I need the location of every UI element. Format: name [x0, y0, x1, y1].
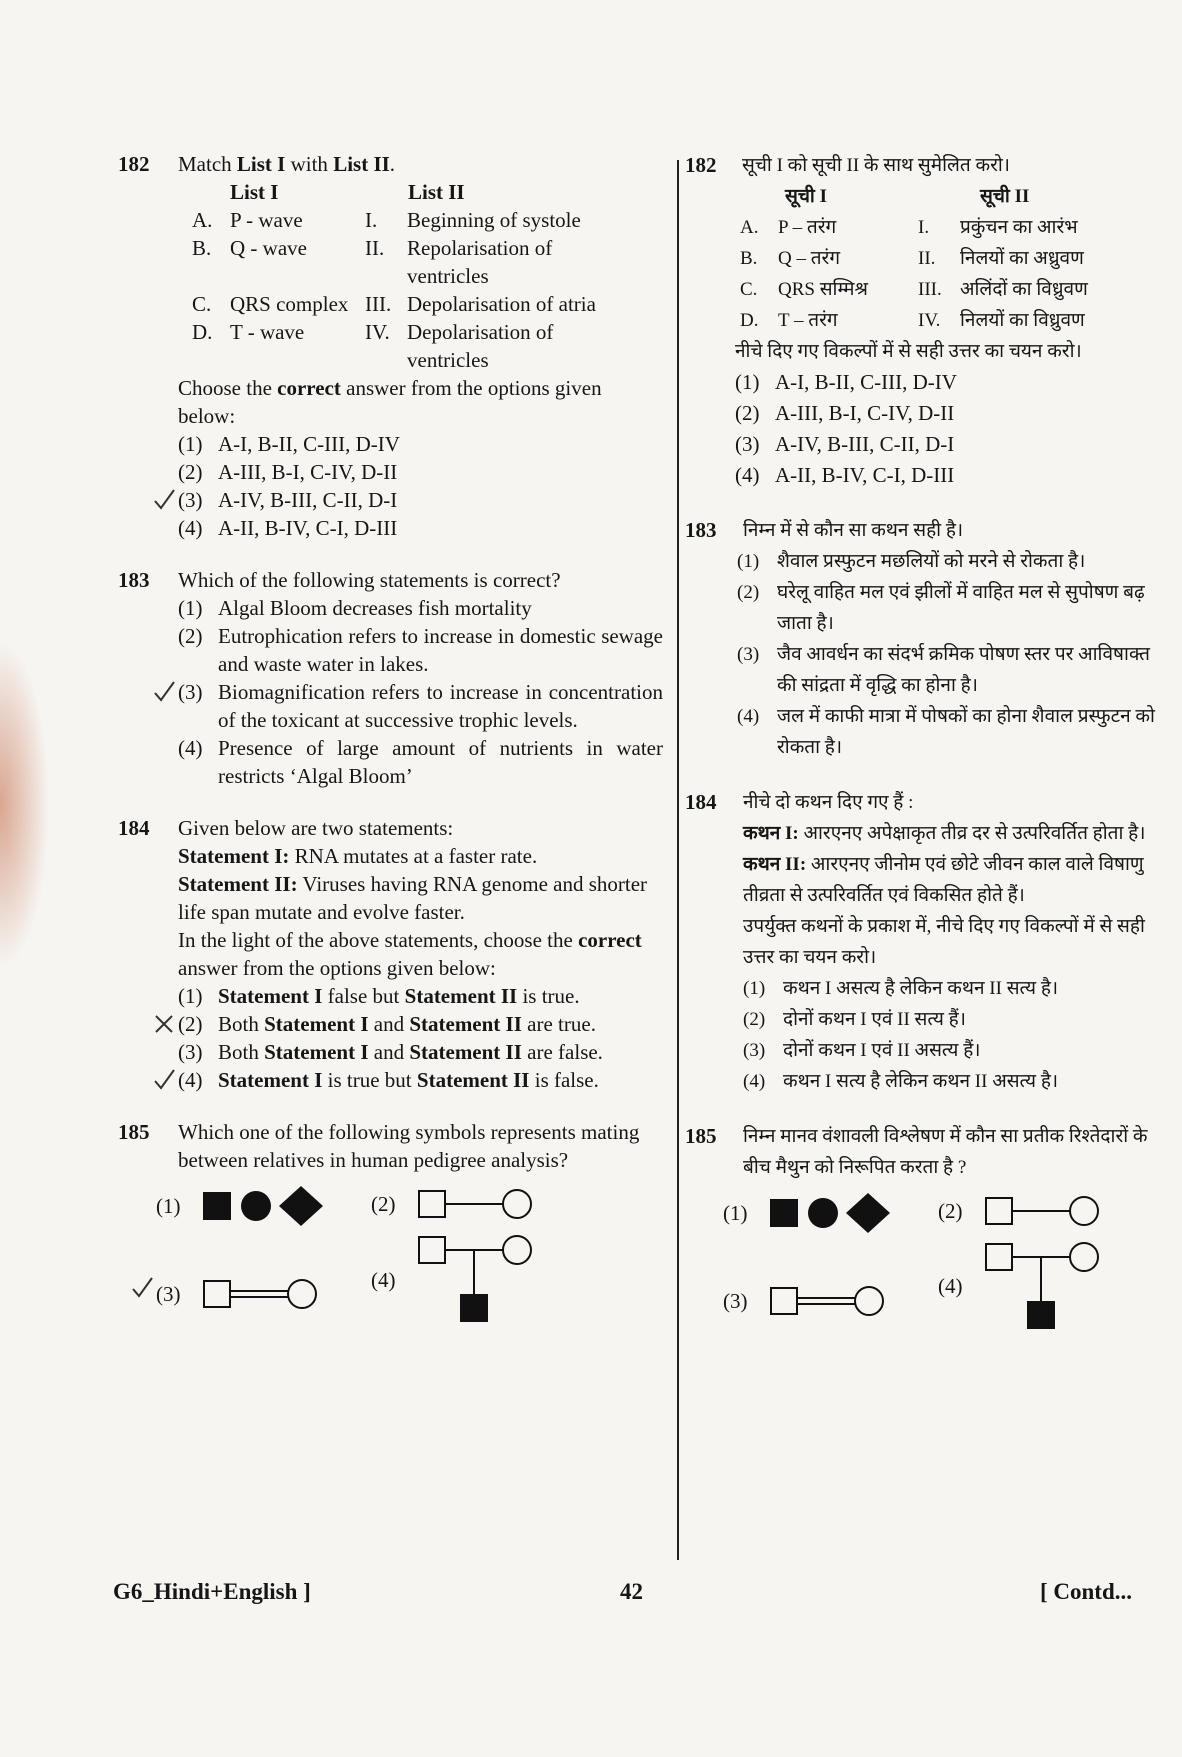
parents-offspring-icon [416, 1232, 536, 1327]
list-header: List I [230, 180, 279, 204]
question-number: 183 [685, 518, 717, 542]
page-number: 42 [620, 1579, 643, 1604]
male-square-icon [419, 1191, 445, 1217]
option-number: (1) [156, 1194, 181, 1218]
option-text: A-II, B-IV, C-I, D-III [775, 463, 955, 487]
match-row [740, 243, 1165, 274]
option-number: (3) [178, 680, 203, 704]
option-number: (3) [743, 1040, 766, 1061]
option-text: कथन I असत्य है लेकिन कथन II सत्य है। [783, 978, 1059, 999]
filled-diamond-icon [846, 1193, 890, 1233]
answer-option[interactable] [737, 639, 1165, 701]
option-text: A-IV, B-III, C-II, D-I [775, 432, 955, 456]
option-text: A-I, B-II, C-III, D-IV [218, 432, 400, 456]
instruction: Choose the [178, 376, 278, 400]
list-header: सूची II [980, 186, 1030, 207]
statement-label: कथन II: [743, 854, 807, 875]
statement-text: RNA mutates at a faster rate. [289, 844, 538, 868]
option-text: is true. [517, 984, 580, 1008]
answer-option[interactable] [178, 486, 663, 514]
option-number: (2) [178, 624, 203, 648]
list-ii-item: Repolarisation of ventricles [407, 236, 553, 288]
option-text: is true but [322, 1068, 417, 1092]
statement-label: Statement II [409, 1040, 522, 1064]
list-ii-item: Beginning of systole [407, 208, 581, 232]
answer-option[interactable] [178, 514, 663, 542]
list-i-item: A. [192, 208, 213, 232]
list-ii-item: I. [365, 208, 378, 232]
option-text: कथन I सत्य है लेकिन कथन II असत्य है। [783, 1071, 1059, 1092]
instruction: In the light of the above statements, choose the [178, 928, 579, 952]
statement-label: Statement I [218, 1068, 323, 1092]
male-square-icon [986, 1198, 1012, 1224]
option-text: Algal Bloom decreases fish mortality [218, 596, 532, 620]
answer-option[interactable] [178, 734, 663, 790]
answer-option[interactable] [178, 458, 663, 486]
option-text: जैव आवर्धन का संदर्भ क्रमिक पोषण स्तर पर आविषाक्त की सांद्रता में वृद्धि का होना है। [777, 644, 1150, 696]
option-number: (2) [371, 1192, 396, 1216]
statement-label: Statement I [264, 1040, 369, 1064]
footer [0, 1561, 1182, 1607]
question-number: 183 [118, 568, 150, 592]
question-184-en [118, 814, 663, 1094]
option-number: (2) [178, 1012, 203, 1036]
option-number: (4) [938, 1274, 963, 1298]
female-circle-icon [1070, 1197, 1098, 1225]
affected-male-icon [1027, 1301, 1055, 1329]
parents-offspring-icon [983, 1239, 1103, 1334]
option-number: (3) [723, 1288, 748, 1313]
option-number: (1) [178, 596, 203, 620]
option-number: (4) [178, 736, 203, 760]
option-text: A-II, B-IV, C-I, D-III [218, 516, 398, 540]
stem: निम्न मानव वंशावली विश्लेषण में कौन सा प्रतीक रिश्तेदारों के बीच मैथुन को निरूपित करता है ? [743, 1126, 1148, 1178]
list-i-item: QRS सम्मिश्र [778, 279, 868, 300]
list-i-item: C. [740, 279, 758, 300]
option-text: Biomagnification refers to increase in concentration of the toxicant at successive trophic levels. [218, 680, 663, 732]
match-row [192, 318, 663, 374]
answer-option[interactable] [178, 594, 663, 622]
filled-square-icon [770, 1199, 798, 1227]
answer-option[interactable] [178, 678, 663, 734]
option-number: (3) [737, 644, 760, 665]
option-number: (2) [178, 460, 203, 484]
female-circle-icon [503, 1190, 531, 1218]
mating-symbol-icon [983, 1191, 1103, 1231]
statement-label: Statement I [264, 1012, 369, 1036]
consanguineous-mating-icon [201, 1274, 321, 1314]
answer-option[interactable] [178, 1038, 663, 1066]
affected-male-icon [460, 1294, 488, 1322]
match-row [740, 274, 1165, 305]
question-184-hi [685, 787, 1165, 1097]
option-text [218, 1038, 603, 1066]
pedigree-option-2[interactable] [938, 1191, 1103, 1231]
option-number: (3) [156, 1282, 181, 1306]
hindi-column [685, 150, 1165, 1341]
stem: with [285, 152, 334, 176]
female-circle-icon [855, 1287, 883, 1315]
match-row [192, 290, 663, 318]
answer-option[interactable] [743, 1004, 1165, 1035]
option-number: (2) [737, 582, 760, 603]
instruction: correct [578, 928, 642, 952]
filled-circle-icon [241, 1191, 271, 1221]
option-number: (4) [178, 516, 203, 540]
question-183-hi [685, 515, 1165, 763]
question-182-hi [685, 150, 1165, 491]
statement-text: आरएनए जीनोम एवं छोटे जीवन काल वाले विषाणु तीव्रता से उत्परिवर्तित एवं विकसित होते हैं। [743, 854, 1144, 906]
statement-text: Viruses having RNA genome and shorter life span mutate and evolve faster. [178, 872, 648, 924]
option-text [218, 1066, 599, 1094]
option-text: Eutrophication refers to increase in domestic sewage and waste water in lakes. [218, 624, 663, 676]
pedigree-option-1[interactable] [156, 1184, 331, 1228]
statement-label: Statement II [416, 1068, 530, 1092]
option-text: are false. [521, 1040, 603, 1064]
answer-option[interactable] [743, 1035, 1165, 1066]
filled-circle-icon [808, 1198, 838, 1228]
list-ii-item: प्रकुंचन का आरंभ [960, 217, 1078, 238]
question-number: 184 [685, 790, 717, 814]
option-number: (4) [178, 1068, 203, 1092]
option-text: and [368, 1040, 410, 1064]
option-text: शैवाल प्रस्फुटन मछलियों को मरने से रोकता है। [777, 551, 1086, 572]
answer-option[interactable] [178, 1010, 663, 1038]
stem: Given below are two statements: [178, 816, 454, 840]
list-ii-item: Depolarisation of atria [407, 292, 596, 316]
question-185-hi [685, 1121, 1165, 1341]
list-i-item: Q - wave [230, 236, 307, 260]
mating-symbol-icon [416, 1184, 536, 1224]
statement-label: Statement I [218, 984, 323, 1008]
question-number: 184 [118, 816, 150, 840]
female-circle-icon [288, 1280, 316, 1308]
answer-option[interactable] [737, 577, 1165, 639]
option-text: जल में काफी मात्रा में पोषकों का होना शैवाल प्रस्फुटन को रोकता है। [777, 706, 1155, 758]
answer-option[interactable] [743, 1066, 1165, 1097]
stem: . [389, 152, 396, 176]
option-number: (2) [743, 1009, 766, 1030]
option-text: Both [218, 1012, 265, 1036]
paper-code: G6_Hindi+English ] [113, 1579, 311, 1604]
statement-label: Statement I: [178, 844, 290, 868]
option-text [218, 982, 580, 1010]
stem: Which of the following statements is correct? [178, 568, 561, 592]
answer-option[interactable] [743, 973, 1165, 1004]
pen-cross-mark [152, 1012, 176, 1036]
option-text: A-IV, B-III, C-II, D-I [218, 488, 398, 512]
female-circle-icon [1070, 1243, 1098, 1271]
answer-option[interactable] [737, 701, 1165, 763]
list-i-item: A. [740, 217, 759, 238]
question-185-en [118, 1118, 663, 1334]
affected-symbols-icon [201, 1184, 331, 1228]
pen-tick-mark [152, 1068, 176, 1092]
option-number: (1) [737, 551, 760, 572]
statement-label: Statement II [404, 984, 518, 1008]
match-row [192, 234, 663, 290]
match-row [192, 206, 663, 234]
male-square-icon [986, 1244, 1012, 1270]
pedigree-option-2[interactable] [371, 1184, 536, 1224]
answer-option[interactable] [178, 622, 663, 678]
option-text: A-I, B-II, C-III, D-IV [775, 370, 957, 394]
list-ii-item: IV. [918, 310, 941, 331]
answer-option[interactable] [178, 982, 663, 1010]
option-text: and [368, 1012, 410, 1036]
match-row [740, 212, 1165, 243]
list-ii-item: अलिंदों का विध्रुवण [960, 279, 1088, 300]
answer-option[interactable] [178, 1066, 663, 1094]
male-square-icon [419, 1237, 445, 1263]
stem: सूची I को सूची II के साथ सुमेलित करो। [742, 155, 1010, 176]
list-i-item: C. [192, 292, 212, 316]
list-i-item: B. [192, 236, 212, 260]
list-ii-item: II. [365, 236, 385, 260]
list-i-item: D. [192, 320, 213, 344]
pen-tick-mark [130, 1276, 154, 1300]
option-number: (1) [178, 984, 203, 1008]
pedigree-option-4[interactable] [938, 1239, 1103, 1334]
list-i-item: P – तरंग [778, 217, 837, 238]
pen-tick-mark [152, 488, 176, 512]
list-ii-item: III. [918, 279, 942, 300]
pedigree-option-3[interactable] [723, 1281, 888, 1321]
option-number: (4) [737, 706, 760, 727]
option-text: Both [218, 1040, 265, 1064]
affected-symbols-icon [768, 1191, 898, 1235]
option-number: (1) [723, 1200, 748, 1225]
stem: List I [236, 152, 286, 176]
option-text: Presence of large amount of nutrients in water restricts ‘Algal Bloom’ [218, 736, 663, 788]
continued-label: [ Contd... [1040, 1579, 1133, 1604]
option-number: (1) [743, 978, 766, 999]
option-number: (3) [178, 1040, 203, 1064]
instruction: उपर्युक्त कथनों के प्रकाश में, नीचे दिए गए विकल्पों में से सही उत्तर का चयन करो। [743, 916, 1145, 968]
option-text: false but [322, 984, 405, 1008]
female-circle-icon [503, 1236, 531, 1264]
option-text: is false. [529, 1068, 599, 1092]
consanguineous-mating-icon [768, 1281, 888, 1321]
question-number: 182 [685, 153, 717, 177]
option-number: (3) [735, 432, 760, 456]
list-i-item: D. [740, 310, 759, 331]
question-number: 185 [685, 1124, 717, 1148]
list-ii-item: III. [365, 292, 392, 316]
question-number: 182 [118, 152, 150, 176]
statement-label: Statement II [409, 1012, 522, 1036]
stem: नीचे दो कथन दिए गए हैं : [743, 792, 914, 813]
answer-option[interactable] [735, 460, 1165, 491]
answer-option[interactable] [737, 546, 1165, 577]
list-ii-item: I. [918, 217, 930, 238]
english-column [118, 150, 663, 1341]
answer-option[interactable] [178, 430, 663, 458]
list-ii-item: Depolarisation of ventricles [407, 320, 554, 372]
list-i-item: B. [740, 248, 758, 269]
option-number: (4) [743, 1071, 766, 1092]
columns [0, 150, 1182, 1341]
statement-label: कथन I: [743, 823, 799, 844]
list-i-item: Q – तरंग [778, 248, 841, 269]
option-number: (3) [178, 488, 203, 512]
statement-label: Statement II: [178, 872, 298, 896]
list-header: List II [408, 180, 465, 204]
filled-diamond-icon [279, 1186, 323, 1226]
option-text: घरेलू वाहित मल एवं झीलों में वाहित मल से सुपोषण बढ़ जाता है। [777, 582, 1145, 634]
filled-square-icon [203, 1192, 231, 1220]
stem: Which one of the following symbols represents mating between relatives in human pedigree analysis? [178, 1120, 640, 1172]
list-i-item: T - wave [230, 320, 305, 344]
option-text [218, 1010, 596, 1038]
option-number: (4) [735, 463, 760, 487]
male-square-icon [204, 1281, 230, 1307]
option-number: (2) [938, 1198, 963, 1223]
question-183-en [118, 566, 663, 790]
option-number: (2) [735, 401, 760, 425]
pedigree-option-3[interactable] [156, 1274, 321, 1314]
option-number: (1) [735, 370, 760, 394]
male-square-icon [771, 1288, 797, 1314]
question-182-en [118, 150, 663, 542]
pedigree-option-4[interactable] [371, 1232, 536, 1327]
stem: Match [178, 152, 237, 176]
option-text: A-III, B-I, C-IV, D-II [775, 401, 955, 425]
list-i-item: P - wave [230, 208, 303, 232]
instruction: correct [277, 376, 341, 400]
list-i-item: QRS complex [230, 292, 349, 316]
pen-tick-mark [152, 680, 176, 704]
statement-text: आरएनए अपेक्षाकृत तीव्र दर से उत्परिवर्तित होता है। [798, 823, 1146, 844]
match-row [740, 305, 1165, 336]
option-number: (4) [371, 1267, 396, 1292]
option-text: दोनों कथन I एवं II सत्य हैं। [783, 1009, 966, 1030]
option-number: (1) [178, 432, 203, 456]
answer-option[interactable] [735, 398, 1165, 429]
answer-option[interactable] [735, 429, 1165, 460]
stem: List II [333, 152, 390, 176]
list-header: सूची I [785, 186, 827, 207]
pedigree-option-1[interactable] [723, 1191, 898, 1235]
instruction: answer from the options given below: [178, 376, 602, 428]
answer-option[interactable] [735, 367, 1165, 398]
option-text: are true. [521, 1012, 596, 1036]
list-ii-item: निलयों का अध्रुवण [960, 248, 1084, 269]
instruction: नीचे दिए गए विकल्पों में से सही उत्तर का चयन करो। [735, 341, 1082, 362]
list-ii-item: II. [918, 248, 936, 269]
list-i-item: T – तरंग [778, 310, 838, 331]
question-number: 185 [118, 1120, 150, 1144]
list-ii-item: निलयों का विध्रुवण [960, 310, 1085, 331]
option-text: A-III, B-I, C-IV, D-II [218, 460, 398, 484]
list-ii-item: IV. [365, 320, 390, 344]
instruction: answer from the options given below: [178, 956, 496, 980]
stem: निम्न में से कौन सा कथन सही है। [743, 520, 964, 541]
option-text: दोनों कथन I एवं II असत्य हैं। [783, 1040, 981, 1061]
